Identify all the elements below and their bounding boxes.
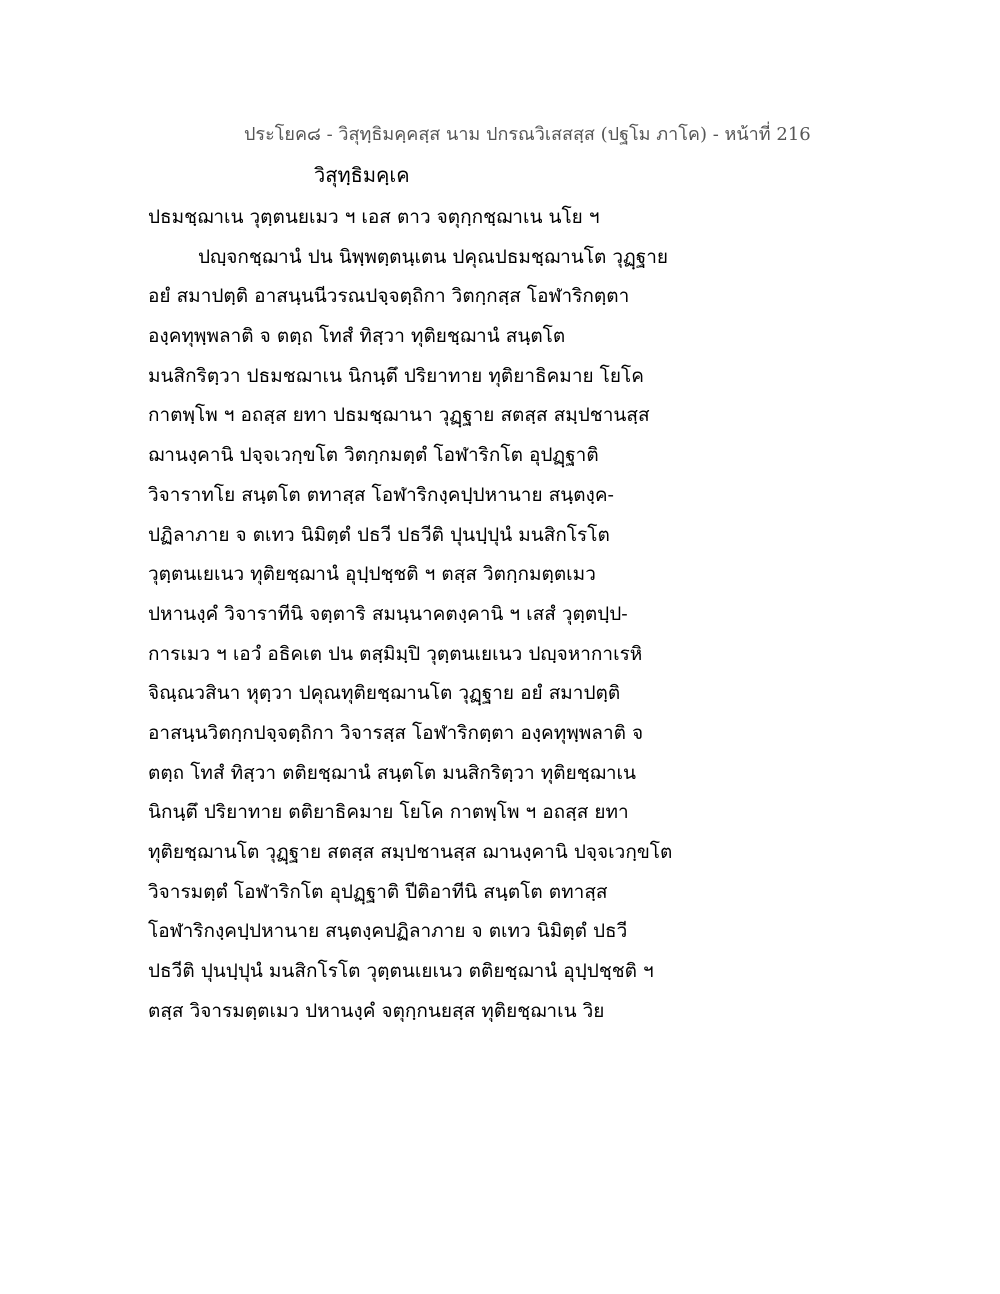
running-header: ประโยค๘ - วิสุทฺธิมคฺคสฺส นาม ปกรณวิเสสสฺส (ปฐโม ภาโค) - หน้าที่ 216	[244, 124, 811, 145]
text-line: อยํ สมาปตฺติ อาสนฺนนีวรณปจฺจตฺถิกา วิตกฺกสฺส โอฬาริกตฺตา	[148, 285, 630, 308]
text-line: ปธมชฺฌาเน วุตฺตนยเมว ฯ เอส ตาว จตุกฺกชฺฌาเน นโย ฯ	[148, 206, 600, 228]
text-line: การเมว ฯ เอวํ อธิคเต ปน ตสฺมิมฺปิ วุตฺตนเยเนว ปญฺจหากาเรหิ	[148, 642, 643, 665]
text-line: อาสนฺนวิตกฺกปจฺจตฺถิกา วิจารสฺส โอฬาริกตฺตา องฺคทุพฺพลาติ จ	[148, 721, 644, 744]
text-line: โอฬาริกงฺคปฺปหานาย สนฺตงฺคปฏิลาภาย จ ตเทว นิมิตฺตํ ปธวี	[148, 920, 628, 943]
text-line: ตตฺถ โทสํ ทิสฺวา ตติยชฺฌานํ สนฺตโต มนสิกริตฺวา ทุติยชฺฌาเน	[148, 761, 637, 784]
text-line: วิจาราทโย สนฺตโต ตทาสฺส โอฬาริกงฺคปฺปหานาย สนฺตงฺค-	[148, 483, 614, 506]
text-line: ฌานงฺคานิ ปจฺจเวกฺขโต วิตกฺกมตฺตํ โอฬาริกโต อุปฏฺฐาติ	[148, 444, 599, 467]
body-text	[148, 198, 708, 1031]
text-line: ปหานงฺคํ วิจาราทีนิ จตฺตาริ สมนฺนาคตงฺคานิ ฯ เสสํ วุตฺตปฺป-	[148, 602, 628, 625]
section-title: วิสุทฺธิมคฺเค	[314, 163, 410, 187]
text-line: องฺคทุพฺพลาติ จ ตตฺถ โทสํ ทิสฺวา ทุติยชฺฌานํ สนฺตโต	[148, 325, 566, 348]
text-line: ปญฺจกชฺฌานํ ปน นิพฺพตฺตนฺเตน ปคุณปธมชฺฌานโต วุฏฺฐาย	[198, 245, 669, 268]
text-line: จิณฺณวสินา หุตฺวา ปคุณทุติยชฺฌานโต วุฏฺฐาย อยํ สมาปตฺติ	[148, 682, 621, 705]
text-line: ปธวีติ ปุนปฺปุนํ มนสิกโรโต วุตฺตนเยเนว ตติยชฺฌานํ อุปฺปชฺชติ ฯ	[148, 960, 654, 983]
text-line: กาตพฺโพ ฯ อถสฺส ยทา ปธมชฺฌานา วุฏฺฐาย สตสฺส สมฺปชานสฺส	[148, 404, 650, 427]
text-line: วิจารมตฺตํ โอฬาริกโต อุปฏฺฐาติ ปีติอาทีนิ สนฺตโต ตทาสฺส	[148, 880, 608, 903]
text-line: ทุติยชฺฌานโต วุฏฺฐาย สตสฺส สมฺปชานสฺส ฌานงฺคานิ ปจฺจเวกฺขโต	[148, 841, 673, 863]
text-line: นิกนฺตึ ปริยาทาย ตติยาธิคมาย โยโค กาตพฺโพ ฯ อถสฺส ยทา	[148, 801, 629, 824]
text-line: ตสฺส วิจารมตฺตเมว ปหานงฺคํ จตุกฺกนยสฺส ทุติยชฺฌาเน วิย	[148, 999, 605, 1022]
text-line: วุตฺตนเยเนว ทุติยชฺฌานํ อุปฺปชฺชติ ฯ ตสฺส วิตกฺกมตฺตเมว	[148, 563, 596, 586]
text-line: ปฏิลาภาย จ ตเทว นิมิตฺตํ ปธวี ปธวีติ ปุนปฺปุนํ มนสิกโรโต	[148, 523, 610, 546]
text-line: มนสิกริตฺวา ปธมชฌาเน นิกนฺตึ ปริยาทาย ทุติยาธิคมาย โยโค	[148, 364, 644, 387]
